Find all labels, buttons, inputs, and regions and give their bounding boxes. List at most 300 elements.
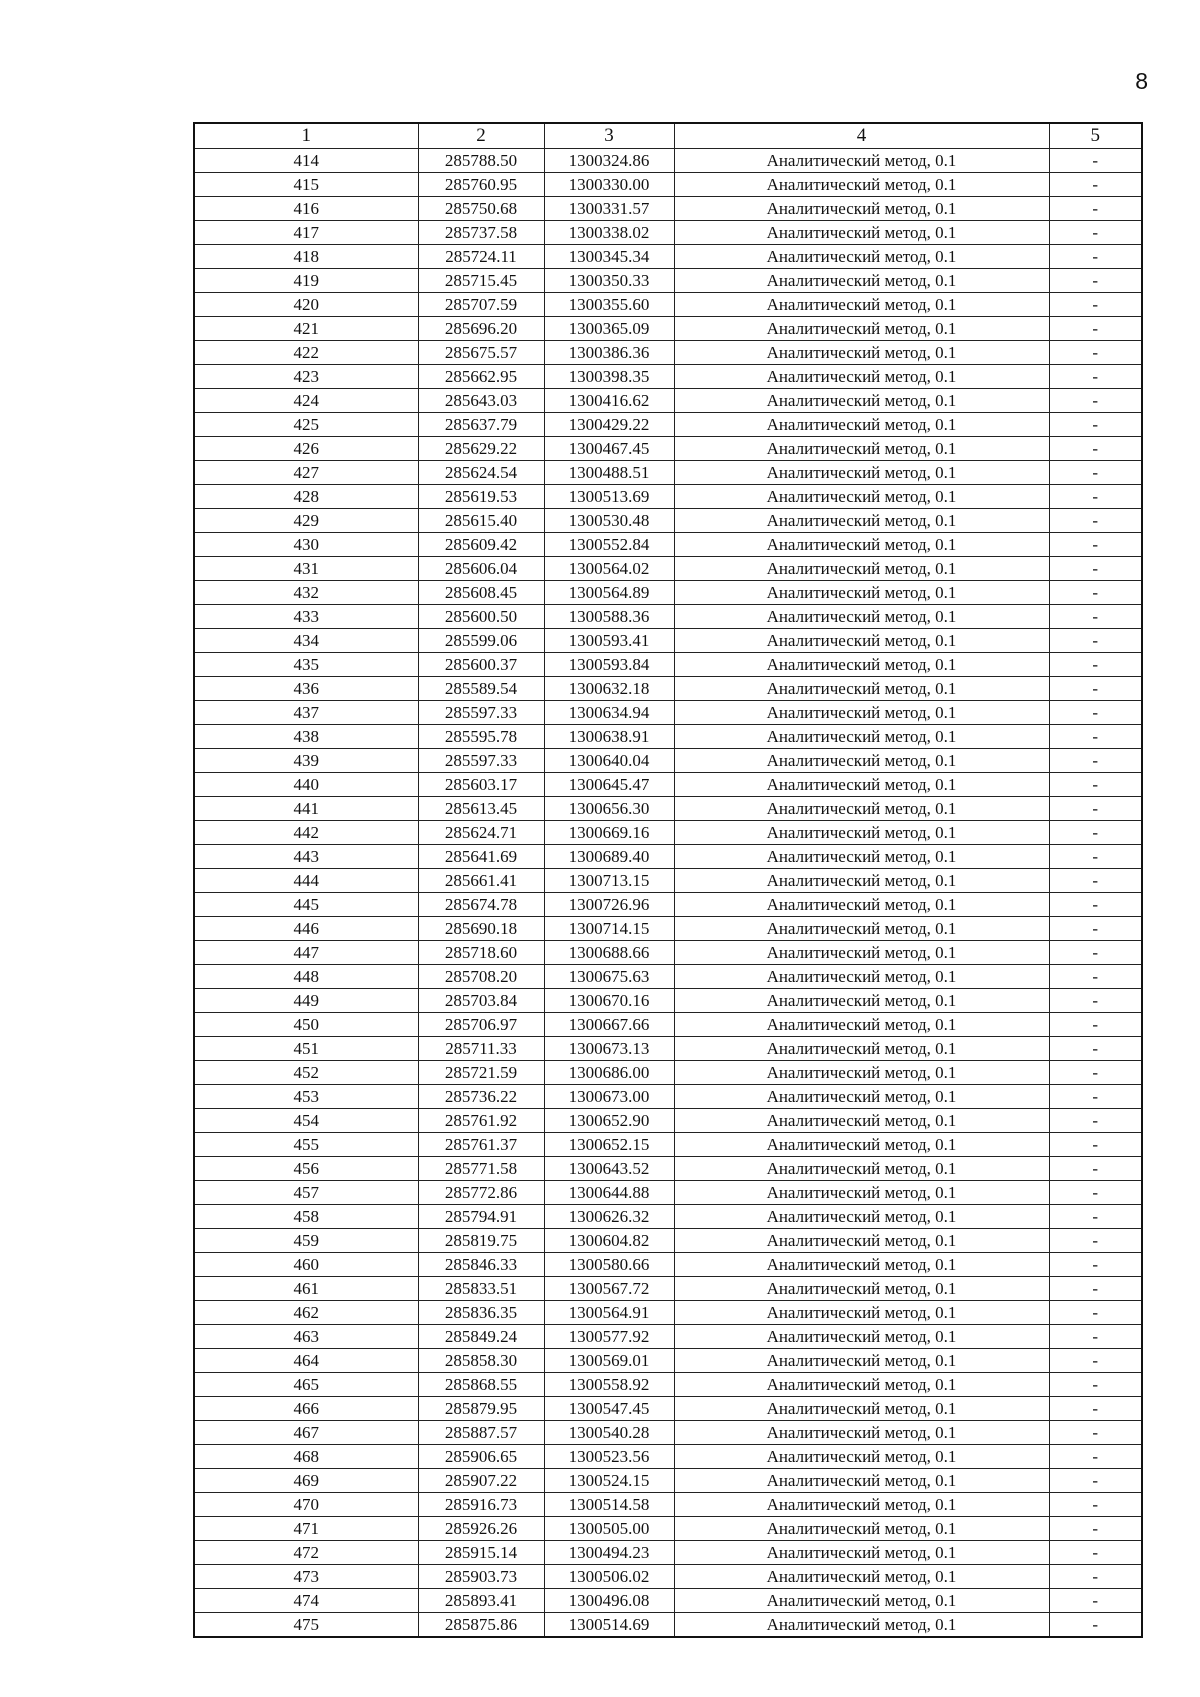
point-number-cell: 459 <box>194 1229 418 1253</box>
table-row <box>194 293 1142 317</box>
point-number-cell: 472 <box>194 1541 418 1565</box>
y-coordinate-cell: 1300488.51 <box>544 461 674 485</box>
table-row <box>194 485 1142 509</box>
method-cell: Аналитический метод, 0.1 <box>674 653 1049 677</box>
point-number-cell: 465 <box>194 1373 418 1397</box>
method-cell: Аналитический метод, 0.1 <box>674 1157 1049 1181</box>
table-row <box>194 461 1142 485</box>
table-row <box>194 1565 1142 1589</box>
point-number-cell: 434 <box>194 629 418 653</box>
note-cell: - <box>1049 1109 1142 1133</box>
table-row <box>194 869 1142 893</box>
point-number-cell: 435 <box>194 653 418 677</box>
y-coordinate-cell: 1300569.01 <box>544 1349 674 1373</box>
table-row <box>194 413 1142 437</box>
x-coordinate-cell: 285641.69 <box>418 845 544 869</box>
note-cell: - <box>1049 893 1142 917</box>
y-coordinate-cell: 1300688.66 <box>544 941 674 965</box>
table-row <box>194 365 1142 389</box>
point-number-cell: 433 <box>194 605 418 629</box>
method-cell: Аналитический метод, 0.1 <box>674 1397 1049 1421</box>
note-cell: - <box>1049 581 1142 605</box>
x-coordinate-cell: 285589.54 <box>418 677 544 701</box>
note-cell: - <box>1049 1277 1142 1301</box>
point-number-cell: 426 <box>194 437 418 461</box>
method-cell: Аналитический метод, 0.1 <box>674 1181 1049 1205</box>
y-coordinate-cell: 1300564.02 <box>544 557 674 581</box>
y-coordinate-cell: 1300547.45 <box>544 1397 674 1421</box>
note-cell: - <box>1049 341 1142 365</box>
x-coordinate-cell: 285615.40 <box>418 509 544 533</box>
note-cell: - <box>1049 173 1142 197</box>
x-coordinate-cell: 285708.20 <box>418 965 544 989</box>
table-row <box>194 1109 1142 1133</box>
table-row <box>194 1277 1142 1301</box>
table-row <box>194 245 1142 269</box>
x-coordinate-cell: 285903.73 <box>418 1565 544 1589</box>
point-number-cell: 446 <box>194 917 418 941</box>
table-row <box>194 437 1142 461</box>
y-coordinate-cell: 1300675.63 <box>544 965 674 989</box>
y-coordinate-cell: 1300345.34 <box>544 245 674 269</box>
method-cell: Аналитический метод, 0.1 <box>674 1229 1049 1253</box>
method-cell: Аналитический метод, 0.1 <box>674 1541 1049 1565</box>
header-row <box>194 123 1142 149</box>
method-cell: Аналитический метод, 0.1 <box>674 581 1049 605</box>
y-coordinate-cell: 1300514.69 <box>544 1613 674 1638</box>
point-number-cell: 473 <box>194 1565 418 1589</box>
method-cell: Аналитический метод, 0.1 <box>674 1349 1049 1373</box>
table-row <box>194 1445 1142 1469</box>
table-row <box>194 581 1142 605</box>
y-coordinate-cell: 1300416.62 <box>544 389 674 413</box>
table-row <box>194 149 1142 173</box>
table-row <box>194 605 1142 629</box>
method-cell: Аналитический метод, 0.1 <box>674 1061 1049 1085</box>
x-coordinate-cell: 285675.57 <box>418 341 544 365</box>
note-cell: - <box>1049 149 1142 173</box>
point-number-cell: 439 <box>194 749 418 773</box>
x-coordinate-cell: 285600.37 <box>418 653 544 677</box>
point-number-cell: 468 <box>194 1445 418 1469</box>
method-cell: Аналитический метод, 0.1 <box>674 437 1049 461</box>
point-number-cell: 445 <box>194 893 418 917</box>
table-row <box>194 1253 1142 1277</box>
table-row <box>194 941 1142 965</box>
x-coordinate-cell: 285674.78 <box>418 893 544 917</box>
point-number-cell: 454 <box>194 1109 418 1133</box>
y-coordinate-cell: 1300558.92 <box>544 1373 674 1397</box>
point-number-cell: 460 <box>194 1253 418 1277</box>
x-coordinate-cell: 285833.51 <box>418 1277 544 1301</box>
method-cell: Аналитический метод, 0.1 <box>674 557 1049 581</box>
x-coordinate-cell: 285696.20 <box>418 317 544 341</box>
method-cell: Аналитический метод, 0.1 <box>674 341 1049 365</box>
x-coordinate-cell: 285794.91 <box>418 1205 544 1229</box>
note-cell: - <box>1049 821 1142 845</box>
x-coordinate-cell: 285836.35 <box>418 1301 544 1325</box>
y-coordinate-cell: 1300669.16 <box>544 821 674 845</box>
table-row <box>194 1301 1142 1325</box>
point-number-cell: 431 <box>194 557 418 581</box>
x-coordinate-cell: 285706.97 <box>418 1013 544 1037</box>
method-cell: Аналитический метод, 0.1 <box>674 1589 1049 1613</box>
note-cell: - <box>1049 293 1142 317</box>
table-row <box>194 773 1142 797</box>
method-cell: Аналитический метод, 0.1 <box>674 1421 1049 1445</box>
note-cell: - <box>1049 725 1142 749</box>
header-cell-5: 5 <box>1049 123 1142 149</box>
point-number-cell: 418 <box>194 245 418 269</box>
y-coordinate-cell: 1300506.02 <box>544 1565 674 1589</box>
y-coordinate-cell: 1300386.36 <box>544 341 674 365</box>
point-number-cell: 457 <box>194 1181 418 1205</box>
y-coordinate-cell: 1300604.82 <box>544 1229 674 1253</box>
point-number-cell: 414 <box>194 149 418 173</box>
table-row <box>194 173 1142 197</box>
y-coordinate-cell: 1300593.84 <box>544 653 674 677</box>
x-coordinate-cell: 285613.45 <box>418 797 544 821</box>
note-cell: - <box>1049 197 1142 221</box>
point-number-cell: 428 <box>194 485 418 509</box>
x-coordinate-cell: 285875.86 <box>418 1613 544 1638</box>
y-coordinate-cell: 1300714.15 <box>544 917 674 941</box>
point-number-cell: 417 <box>194 221 418 245</box>
x-coordinate-cell: 285603.17 <box>418 773 544 797</box>
table-row <box>194 557 1142 581</box>
table-row <box>194 1373 1142 1397</box>
method-cell: Аналитический метод, 0.1 <box>674 1085 1049 1109</box>
table-row <box>194 629 1142 653</box>
y-coordinate-cell: 1300713.15 <box>544 869 674 893</box>
method-cell: Аналитический метод, 0.1 <box>674 965 1049 989</box>
point-number-cell: 453 <box>194 1085 418 1109</box>
table-row <box>194 341 1142 365</box>
y-coordinate-cell: 1300652.90 <box>544 1109 674 1133</box>
y-coordinate-cell: 1300593.41 <box>544 629 674 653</box>
x-coordinate-cell: 285718.60 <box>418 941 544 965</box>
x-coordinate-cell: 285736.22 <box>418 1085 544 1109</box>
point-number-cell: 432 <box>194 581 418 605</box>
y-coordinate-cell: 1300686.00 <box>544 1061 674 1085</box>
x-coordinate-cell: 285624.71 <box>418 821 544 845</box>
note-cell: - <box>1049 941 1142 965</box>
table-row <box>194 1181 1142 1205</box>
note-cell: - <box>1049 1253 1142 1277</box>
header-cell-3: 3 <box>544 123 674 149</box>
method-cell: Аналитический метод, 0.1 <box>674 605 1049 629</box>
y-coordinate-cell: 1300588.36 <box>544 605 674 629</box>
x-coordinate-cell: 285624.54 <box>418 461 544 485</box>
y-coordinate-cell: 1300467.45 <box>544 437 674 461</box>
y-coordinate-cell: 1300494.23 <box>544 1541 674 1565</box>
point-number-cell: 437 <box>194 701 418 725</box>
y-coordinate-cell: 1300523.56 <box>544 1445 674 1469</box>
table-row <box>194 917 1142 941</box>
method-cell: Аналитический метод, 0.1 <box>674 893 1049 917</box>
table-row <box>194 1589 1142 1613</box>
x-coordinate-cell: 285703.84 <box>418 989 544 1013</box>
x-coordinate-cell: 285907.22 <box>418 1469 544 1493</box>
table-row <box>194 1469 1142 1493</box>
table-row <box>194 1013 1142 1037</box>
point-number-cell: 447 <box>194 941 418 965</box>
method-cell: Аналитический метод, 0.1 <box>674 317 1049 341</box>
point-number-cell: 450 <box>194 1013 418 1037</box>
method-cell: Аналитический метод, 0.1 <box>674 989 1049 1013</box>
note-cell: - <box>1049 1133 1142 1157</box>
x-coordinate-cell: 285893.41 <box>418 1589 544 1613</box>
x-coordinate-cell: 285637.79 <box>418 413 544 437</box>
page-number: 8 <box>1135 68 1148 94</box>
point-number-cell: 458 <box>194 1205 418 1229</box>
x-coordinate-cell: 285724.11 <box>418 245 544 269</box>
point-number-cell: 415 <box>194 173 418 197</box>
y-coordinate-cell: 1300524.15 <box>544 1469 674 1493</box>
note-cell: - <box>1049 437 1142 461</box>
point-number-cell: 423 <box>194 365 418 389</box>
x-coordinate-cell: 285916.73 <box>418 1493 544 1517</box>
method-cell: Аналитический метод, 0.1 <box>674 1613 1049 1638</box>
method-cell: Аналитический метод, 0.1 <box>674 725 1049 749</box>
method-cell: Аналитический метод, 0.1 <box>674 869 1049 893</box>
x-coordinate-cell: 285760.95 <box>418 173 544 197</box>
method-cell: Аналитический метод, 0.1 <box>674 149 1049 173</box>
method-cell: Аналитический метод, 0.1 <box>674 1253 1049 1277</box>
note-cell: - <box>1049 365 1142 389</box>
method-cell: Аналитический метод, 0.1 <box>674 365 1049 389</box>
x-coordinate-cell: 285629.22 <box>418 437 544 461</box>
note-cell: - <box>1049 1229 1142 1253</box>
x-coordinate-cell: 285906.65 <box>418 1445 544 1469</box>
table-row <box>194 1157 1142 1181</box>
y-coordinate-cell: 1300656.30 <box>544 797 674 821</box>
method-cell: Аналитический метод, 0.1 <box>674 749 1049 773</box>
method-cell: Аналитический метод, 0.1 <box>674 173 1049 197</box>
method-cell: Аналитический метод, 0.1 <box>674 509 1049 533</box>
point-number-cell: 440 <box>194 773 418 797</box>
y-coordinate-cell: 1300540.28 <box>544 1421 674 1445</box>
point-number-cell: 421 <box>194 317 418 341</box>
y-coordinate-cell: 1300626.32 <box>544 1205 674 1229</box>
x-coordinate-cell: 285707.59 <box>418 293 544 317</box>
note-cell: - <box>1049 1325 1142 1349</box>
note-cell: - <box>1049 1373 1142 1397</box>
note-cell: - <box>1049 605 1142 629</box>
table-row <box>194 1061 1142 1085</box>
note-cell: - <box>1049 509 1142 533</box>
table-row <box>194 1517 1142 1541</box>
y-coordinate-cell: 1300564.91 <box>544 1301 674 1325</box>
y-coordinate-cell: 1300673.00 <box>544 1085 674 1109</box>
point-number-cell: 461 <box>194 1277 418 1301</box>
point-number-cell: 425 <box>194 413 418 437</box>
table-row <box>194 317 1142 341</box>
header-cell-1: 1 <box>194 123 418 149</box>
note-cell: - <box>1049 845 1142 869</box>
note-cell: - <box>1049 1565 1142 1589</box>
note-cell: - <box>1049 1613 1142 1638</box>
table-row <box>194 1541 1142 1565</box>
point-number-cell: 451 <box>194 1037 418 1061</box>
method-cell: Аналитический метод, 0.1 <box>674 1469 1049 1493</box>
note-cell: - <box>1049 917 1142 941</box>
note-cell: - <box>1049 653 1142 677</box>
point-number-cell: 442 <box>194 821 418 845</box>
point-number-cell: 436 <box>194 677 418 701</box>
table-row <box>194 1349 1142 1373</box>
table-row <box>194 989 1142 1013</box>
point-number-cell: 466 <box>194 1397 418 1421</box>
y-coordinate-cell: 1300429.22 <box>544 413 674 437</box>
point-number-cell: 467 <box>194 1421 418 1445</box>
y-coordinate-cell: 1300530.48 <box>544 509 674 533</box>
y-coordinate-cell: 1300632.18 <box>544 677 674 701</box>
table-row <box>194 1493 1142 1517</box>
table-row <box>194 1325 1142 1349</box>
point-number-cell: 443 <box>194 845 418 869</box>
method-cell: Аналитический метод, 0.1 <box>674 845 1049 869</box>
point-number-cell: 422 <box>194 341 418 365</box>
x-coordinate-cell: 285721.59 <box>418 1061 544 1085</box>
x-coordinate-cell: 285868.55 <box>418 1373 544 1397</box>
table-row <box>194 509 1142 533</box>
x-coordinate-cell: 285761.37 <box>418 1133 544 1157</box>
table-row <box>194 749 1142 773</box>
note-cell: - <box>1049 965 1142 989</box>
note-cell: - <box>1049 245 1142 269</box>
y-coordinate-cell: 1300552.84 <box>544 533 674 557</box>
table-row <box>194 221 1142 245</box>
y-coordinate-cell: 1300331.57 <box>544 197 674 221</box>
note-cell: - <box>1049 413 1142 437</box>
y-coordinate-cell: 1300514.58 <box>544 1493 674 1517</box>
method-cell: Аналитический метод, 0.1 <box>674 1205 1049 1229</box>
method-cell: Аналитический метод, 0.1 <box>674 941 1049 965</box>
point-number-cell: 456 <box>194 1157 418 1181</box>
table-row <box>194 1229 1142 1253</box>
note-cell: - <box>1049 797 1142 821</box>
note-cell: - <box>1049 749 1142 773</box>
table-row <box>194 677 1142 701</box>
point-number-cell: 420 <box>194 293 418 317</box>
x-coordinate-cell: 285608.45 <box>418 581 544 605</box>
y-coordinate-cell: 1300330.00 <box>544 173 674 197</box>
x-coordinate-cell: 285609.42 <box>418 533 544 557</box>
method-cell: Аналитический метод, 0.1 <box>674 1445 1049 1469</box>
table-body <box>194 123 1142 1637</box>
point-number-cell: 444 <box>194 869 418 893</box>
header-cell-2: 2 <box>418 123 544 149</box>
y-coordinate-cell: 1300726.96 <box>544 893 674 917</box>
method-cell: Аналитический метод, 0.1 <box>674 677 1049 701</box>
note-cell: - <box>1049 1085 1142 1109</box>
table-row <box>194 893 1142 917</box>
point-number-cell: 464 <box>194 1349 418 1373</box>
point-number-cell: 470 <box>194 1493 418 1517</box>
x-coordinate-cell: 285599.06 <box>418 629 544 653</box>
table-row <box>194 389 1142 413</box>
y-coordinate-cell: 1300365.09 <box>544 317 674 341</box>
x-coordinate-cell: 285819.75 <box>418 1229 544 1253</box>
table-row <box>194 653 1142 677</box>
method-cell: Аналитический метод, 0.1 <box>674 461 1049 485</box>
y-coordinate-cell: 1300643.52 <box>544 1157 674 1181</box>
note-cell: - <box>1049 557 1142 581</box>
note-cell: - <box>1049 1445 1142 1469</box>
method-cell: Аналитический метод, 0.1 <box>674 797 1049 821</box>
note-cell: - <box>1049 1541 1142 1565</box>
point-number-cell: 463 <box>194 1325 418 1349</box>
table-row <box>194 965 1142 989</box>
note-cell: - <box>1049 461 1142 485</box>
x-coordinate-cell: 285597.33 <box>418 749 544 773</box>
y-coordinate-cell: 1300398.35 <box>544 365 674 389</box>
note-cell: - <box>1049 989 1142 1013</box>
method-cell: Аналитический метод, 0.1 <box>674 701 1049 725</box>
x-coordinate-cell: 285595.78 <box>418 725 544 749</box>
table-row <box>194 701 1142 725</box>
method-cell: Аналитический метод, 0.1 <box>674 1037 1049 1061</box>
point-number-cell: 419 <box>194 269 418 293</box>
note-cell: - <box>1049 269 1142 293</box>
method-cell: Аналитический метод, 0.1 <box>674 1013 1049 1037</box>
y-coordinate-cell: 1300564.89 <box>544 581 674 605</box>
y-coordinate-cell: 1300634.94 <box>544 701 674 725</box>
x-coordinate-cell: 285879.95 <box>418 1397 544 1421</box>
note-cell: - <box>1049 629 1142 653</box>
y-coordinate-cell: 1300673.13 <box>544 1037 674 1061</box>
y-coordinate-cell: 1300652.15 <box>544 1133 674 1157</box>
method-cell: Аналитический метод, 0.1 <box>674 413 1049 437</box>
note-cell: - <box>1049 533 1142 557</box>
point-number-cell: 441 <box>194 797 418 821</box>
x-coordinate-cell: 285711.33 <box>418 1037 544 1061</box>
note-cell: - <box>1049 1181 1142 1205</box>
y-coordinate-cell: 1300689.40 <box>544 845 674 869</box>
x-coordinate-cell: 285915.14 <box>418 1541 544 1565</box>
method-cell: Аналитический метод, 0.1 <box>674 1517 1049 1541</box>
y-coordinate-cell: 1300640.04 <box>544 749 674 773</box>
x-coordinate-cell: 285772.86 <box>418 1181 544 1205</box>
x-coordinate-cell: 285690.18 <box>418 917 544 941</box>
y-coordinate-cell: 1300644.88 <box>544 1181 674 1205</box>
method-cell: Аналитический метод, 0.1 <box>674 917 1049 941</box>
note-cell: - <box>1049 1493 1142 1517</box>
x-coordinate-cell: 285600.50 <box>418 605 544 629</box>
point-number-cell: 475 <box>194 1613 418 1638</box>
method-cell: Аналитический метод, 0.1 <box>674 1325 1049 1349</box>
method-cell: Аналитический метод, 0.1 <box>674 293 1049 317</box>
method-cell: Аналитический метод, 0.1 <box>674 773 1049 797</box>
note-cell: - <box>1049 1589 1142 1613</box>
method-cell: Аналитический метод, 0.1 <box>674 533 1049 557</box>
x-coordinate-cell: 285858.30 <box>418 1349 544 1373</box>
note-cell: - <box>1049 1037 1142 1061</box>
method-cell: Аналитический метод, 0.1 <box>674 389 1049 413</box>
x-coordinate-cell: 285662.95 <box>418 365 544 389</box>
table-row <box>194 1085 1142 1109</box>
y-coordinate-cell: 1300670.16 <box>544 989 674 1013</box>
table-row <box>194 821 1142 845</box>
x-coordinate-cell: 285643.03 <box>418 389 544 413</box>
x-coordinate-cell: 285926.26 <box>418 1517 544 1541</box>
x-coordinate-cell: 285619.53 <box>418 485 544 509</box>
method-cell: Аналитический метод, 0.1 <box>674 1373 1049 1397</box>
note-cell: - <box>1049 1061 1142 1085</box>
method-cell: Аналитический метод, 0.1 <box>674 269 1049 293</box>
table-row <box>194 269 1142 293</box>
